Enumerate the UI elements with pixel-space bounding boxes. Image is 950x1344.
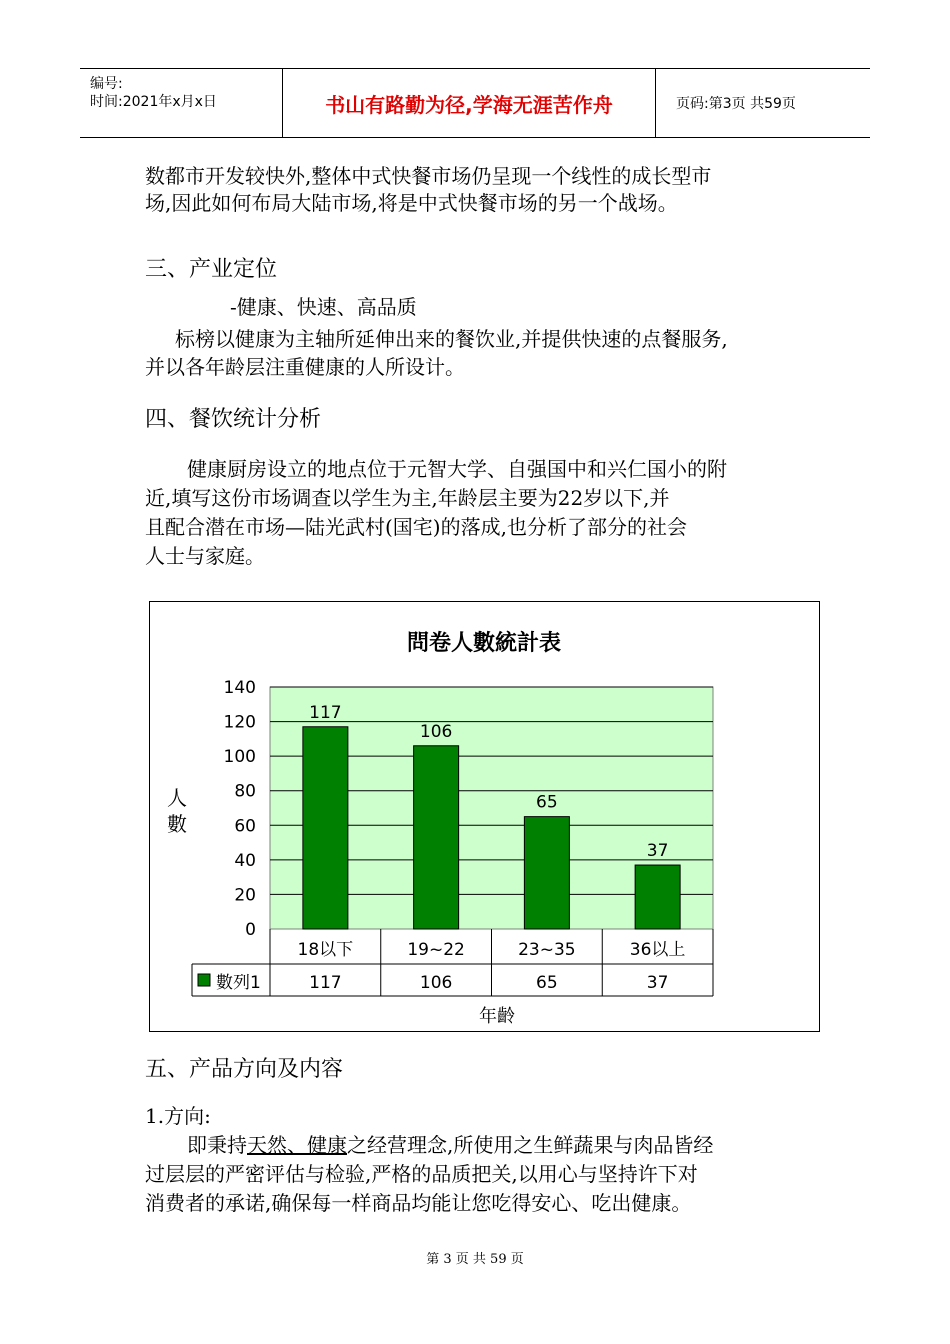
table-value: 106 xyxy=(419,973,453,993)
y-axis-label: 數 xyxy=(167,812,187,836)
y-tick-label: 80 xyxy=(234,781,256,802)
survey-chart xyxy=(149,601,820,1032)
paragraph-line: 近,填写这份市场调查以学生为主,年龄层主要为22岁以下,并 xyxy=(145,486,670,510)
table-value: 117 xyxy=(309,973,342,993)
x-axis-label: 年齡 xyxy=(479,1006,515,1027)
data-label: 37 xyxy=(646,841,669,862)
y-axis-label: 人 xyxy=(167,786,187,810)
bar xyxy=(635,865,680,929)
paragraph-line: 且配合潜在市场—陆光武村(国宅)的落成,也分析了部分的社会 xyxy=(145,515,687,539)
text-span: 即秉持 xyxy=(187,1133,247,1157)
section-heading-3: 三、产业定位 xyxy=(145,257,278,282)
legend-label: 數列1 xyxy=(216,973,261,993)
number-label: 编号: xyxy=(90,76,123,92)
bar xyxy=(524,817,569,929)
page-footer: 第 3 页 共 59 页 xyxy=(426,1252,524,1267)
text-span: 之经营理念,所使用之生鲜蔬果与肉品皆经 xyxy=(347,1133,714,1157)
bar xyxy=(303,727,348,929)
page-header xyxy=(80,68,870,138)
time-label: 时间:2021年x月x日 xyxy=(90,94,217,110)
paragraph-line: 标榜以健康为主轴所延伸出来的餐饮业,并提供快速的点餐服务, xyxy=(175,327,728,351)
y-tick-label: 0 xyxy=(245,920,256,940)
table-value: 65 xyxy=(536,973,558,993)
header-motto: 书山有路勤为径,学海无涯苦作舟 xyxy=(283,69,656,137)
paragraph-line: 场,因此如何布局大陆市场,将是中式快餐市场的另一个战场。 xyxy=(145,191,678,215)
section-subtitle: 1.方向: xyxy=(145,1104,211,1128)
paragraph-line: 健康厨房设立的地点位于元智大学、自强国中和兴仁国小的附 xyxy=(187,457,727,481)
data-label: 65 xyxy=(536,792,558,813)
y-tick-label: 40 xyxy=(234,850,256,871)
section-subtitle: -健康、快速、高品质 xyxy=(230,295,417,319)
data-label: 106 xyxy=(419,721,453,742)
x-tick-label: 23~35 xyxy=(518,940,576,960)
y-tick-label: 140 xyxy=(223,678,256,698)
header-meta-cell xyxy=(80,69,283,137)
y-tick-label: 120 xyxy=(223,712,256,733)
paragraph-line: 人士与家庭。 xyxy=(145,544,265,568)
paragraph-line: 消费者的承诺,确保每一样商品均能让您吃得安心、吃出健康。 xyxy=(145,1191,692,1215)
y-tick-label: 20 xyxy=(234,885,256,906)
y-tick-label: 100 xyxy=(223,747,256,768)
chart-svg xyxy=(150,602,819,1031)
data-label: 117 xyxy=(309,702,342,723)
section-heading-4: 四、餐饮统计分析 xyxy=(145,407,322,432)
bar xyxy=(414,746,459,929)
underlined-text: 天然、健康 xyxy=(247,1133,347,1157)
x-tick-label: 36以上 xyxy=(629,940,686,960)
legend-swatch xyxy=(198,974,210,986)
x-tick-label: 18以下 xyxy=(297,940,354,960)
paragraph-line: 过层层的严密评估与检验,严格的品质把关,以用心与坚持许下对 xyxy=(145,1162,698,1186)
table-value: 37 xyxy=(646,973,669,993)
x-tick-label: 19~22 xyxy=(407,940,465,960)
page-code xyxy=(666,69,870,137)
paragraph-line: 数都市开发较快外,整体中式快餐市场仍呈现一个线性的成长型市 xyxy=(145,164,712,188)
paragraph-line: 并以各年龄层注重健康的人所设计。 xyxy=(145,355,465,379)
page-code-text: 页码:第3页 共59页 xyxy=(676,96,796,112)
y-tick-label: 60 xyxy=(234,816,256,837)
section-heading-5: 五、产品方向及内容 xyxy=(145,1057,344,1082)
chart-title: 問卷人數統計表 xyxy=(406,631,562,656)
